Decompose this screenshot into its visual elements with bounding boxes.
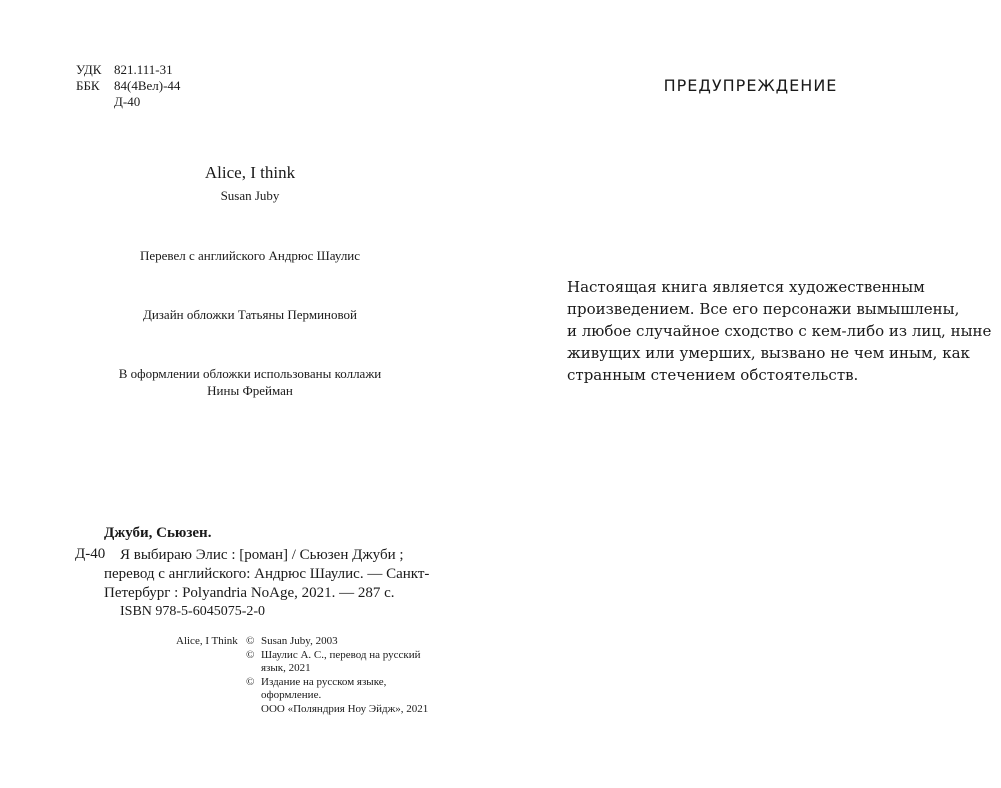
catalog-description (104, 546, 430, 603)
udk-label: УДК (76, 62, 102, 77)
copyright-icon: © (246, 648, 255, 661)
bbk-value: 84(4Вел)-44 (114, 78, 181, 93)
copyright-entry (246, 649, 428, 676)
warning-line: живущих или умерших, вызвано не чем иным, как (567, 344, 970, 362)
warning-line: Настоящая книга является художественным (567, 278, 925, 296)
classification-block (76, 62, 180, 110)
translator-credit: Перевел с английского Андрюс Шаулис (139, 248, 361, 263)
bbk-label: ББК (76, 78, 100, 93)
copyright-entry (246, 635, 428, 649)
author-mark-label (76, 94, 114, 110)
catalog-heading: Джуби, Сьюзен. (104, 525, 212, 541)
collage-credit-line: В оформлении обложки использованы коллажи (118, 366, 382, 381)
cover-design-credit: Дизайн обложки Татьяны Перминовой (142, 307, 358, 322)
bbk-row (76, 78, 180, 94)
right-page (500, 0, 1001, 788)
warning-text (567, 276, 992, 386)
udk-row (76, 62, 180, 78)
warning-title: ПРЕДУПРЕЖДЕНИЕ (663, 76, 838, 95)
catalog-line: перевод с английского: Андрюс Шаулис. — Санкт- (104, 566, 430, 582)
copyright-icon: © (246, 635, 255, 647)
isbn: ISBN 978-5-6045075-2-0 (120, 604, 266, 619)
warning-line: произведением. Все его персонажи вымышлены, (567, 300, 960, 318)
collage-credit-line: Нины Фрейман (207, 383, 293, 398)
copyright-line: Susan Juby, 2003 (261, 635, 338, 647)
original-author: Susan Juby (220, 188, 280, 203)
copyright-text (261, 635, 338, 649)
copyright-text (261, 676, 428, 717)
catalog-mark: Д-40 (75, 546, 106, 562)
author-mark-row (76, 94, 180, 110)
copyright-line: Шаулис А. С., перевод на русский (261, 648, 421, 661)
author-mark-value: Д-40 (114, 94, 141, 109)
copyright-icon: © (246, 675, 255, 688)
catalog-line: Я выбираю Элис : [роман] / Сьюзен Джуби ; (120, 547, 404, 563)
copyright-line: оформление. (261, 689, 322, 701)
copyright-line: язык, 2021 (261, 662, 311, 674)
warning-line: странным стечением обстоятельств. (567, 366, 859, 384)
original-title: Alice, I think (204, 163, 296, 182)
catalog-line: Петербург : Polyandria NoAge, 2021. — 287 с. (104, 585, 395, 601)
copyright-text (261, 649, 421, 676)
left-page (0, 0, 500, 788)
copyright-original-title: Alice, I Think (176, 635, 238, 647)
warning-line: и любое случайное сходство с кем-либо из лиц, ныне (567, 322, 992, 340)
copyright-entry (246, 676, 428, 717)
udk-value: 821.111-31 (114, 62, 173, 77)
collage-credit (0, 365, 500, 399)
copyright-line: Издание на русском языке, (261, 675, 387, 688)
copyright-list (246, 635, 428, 716)
copyright-line: ООО «Поляндрия Ноу Эйдж», 2021 (261, 702, 429, 715)
